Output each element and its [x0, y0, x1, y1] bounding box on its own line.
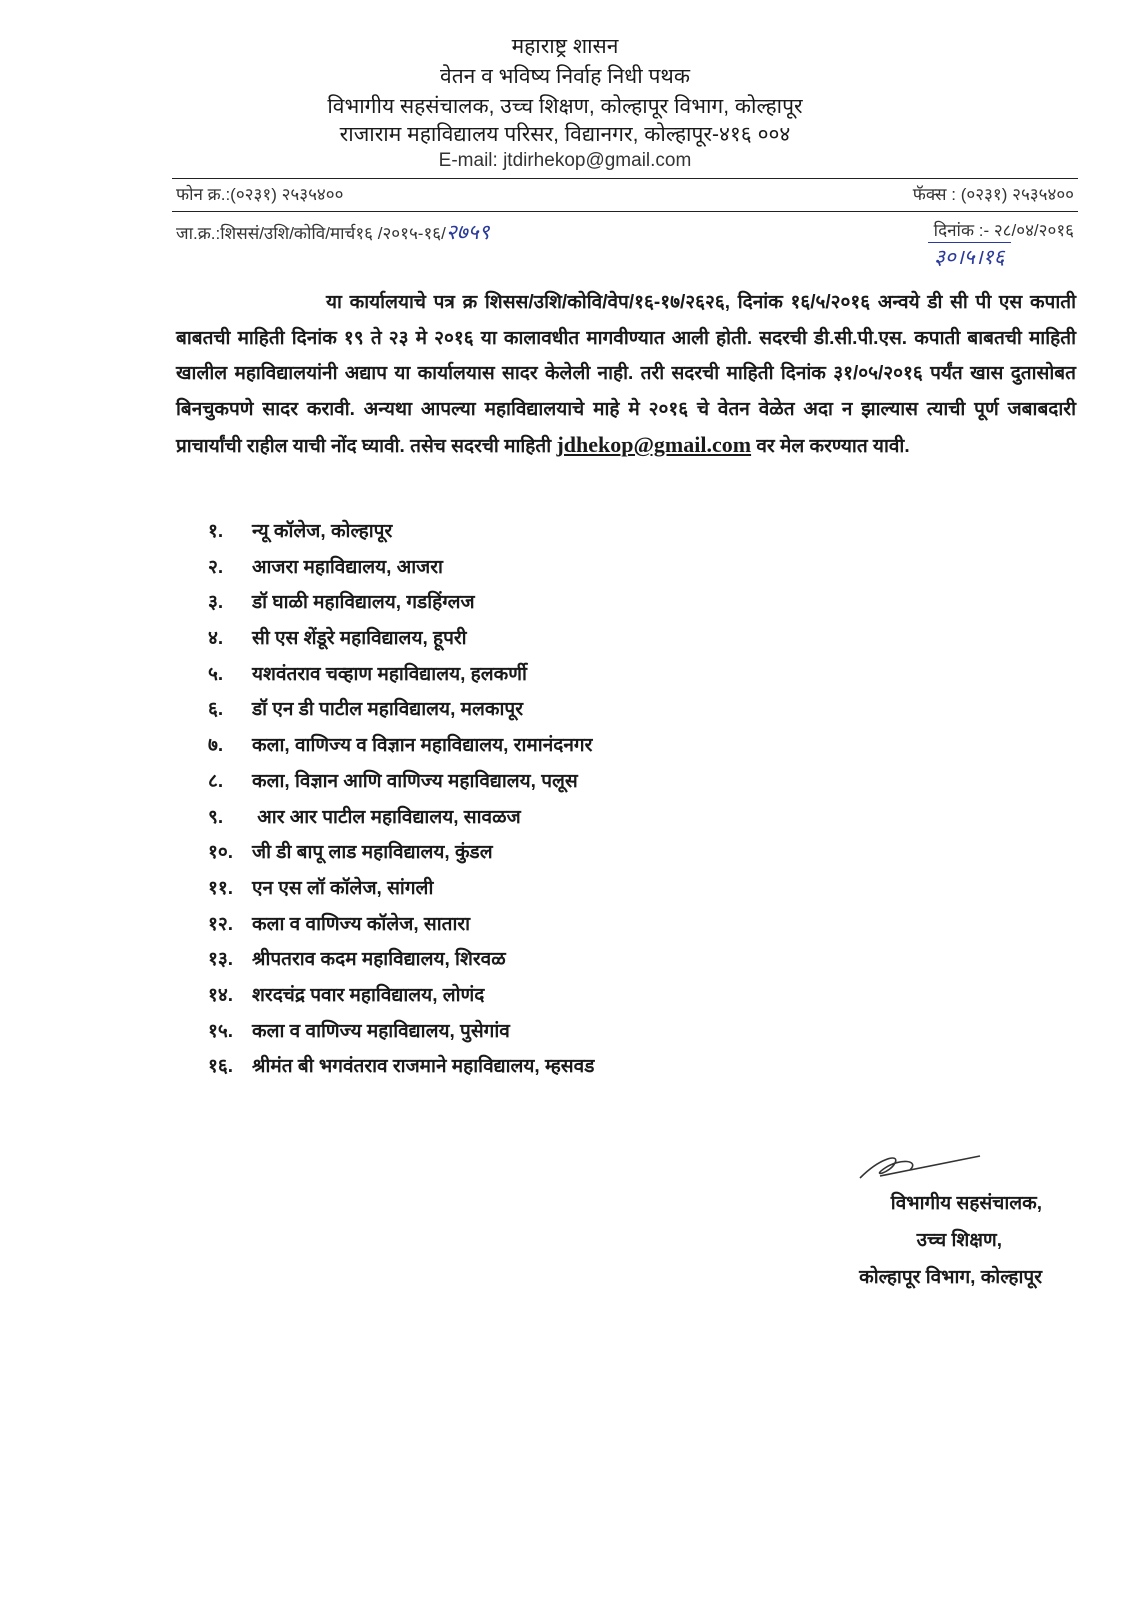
college-list-item	[208, 1014, 594, 1050]
college-number: १५.	[208, 1020, 234, 1042]
contact-email-link[interactable]: jdhekop@gmail.com	[556, 432, 752, 457]
divider	[172, 178, 1078, 179]
college-number: ४.	[208, 628, 224, 650]
college-name: जी डी बापू लाड महाविद्यालय, कुंडल	[252, 842, 493, 864]
college-number: ३.	[208, 592, 224, 614]
handwritten-date: ३०।५।१६	[928, 242, 1011, 271]
college-list-item	[208, 978, 594, 1014]
fax-number: फॅक्स : (०२३१) २५३५४००	[912, 185, 1074, 204]
college-list-item	[208, 800, 594, 836]
college-number: ११.	[208, 877, 234, 899]
body-text-end: वर मेल करण्यात यावी.	[751, 436, 910, 457]
college-list-item	[208, 764, 594, 800]
college-number: १.	[208, 521, 224, 542]
college-number: २.	[208, 556, 224, 578]
college-name: कला व वाणिज्य कॉलेज, सातारा	[252, 913, 471, 935]
divider	[172, 211, 1078, 212]
contact-row	[176, 182, 1074, 205]
college-name: कला व वाणिज्य महाविद्यालय, पुसेगांव	[252, 1020, 510, 1042]
college-number: ९.	[208, 806, 224, 828]
letterhead-line-3: विभागीय सहसंचालक, उच्च शिक्षण, कोल्हापूर विभाग, कोल्हापूर	[327, 95, 803, 118]
college-number: १२.	[208, 913, 234, 935]
college-name: आजरा महाविद्यालय, आजरा	[252, 556, 443, 578]
signatory-office: कोल्हापूर विभाग, कोल्हापूर	[859, 1267, 1042, 1288]
letterhead-line-4: राजाराम महाविद्यालय परिसर, विद्यानगर, कोल्हापूर-४१६ ००४	[339, 123, 791, 146]
letterhead-line-2: वेतन व भविष्य निर्वाह निधी पथक	[440, 65, 690, 88]
handwritten-outward-number: २७५९	[445, 220, 490, 244]
college-list-item	[208, 942, 594, 978]
college-list-item	[208, 585, 594, 621]
college-list	[208, 514, 594, 1085]
college-name: यशवंतराव चव्हाण महाविद्यालय, हलकर्णी	[252, 663, 527, 685]
college-list-item	[208, 692, 594, 728]
college-number: ७.	[208, 735, 224, 757]
college-name: शरदचंद्र पवार महाविद्यालय, लोणंद	[252, 984, 485, 1006]
college-name: एन एस लॉ कॉलेज, सांगली	[252, 877, 434, 899]
college-list-item	[208, 657, 594, 693]
college-number: १६.	[208, 1056, 234, 1078]
college-list-item	[208, 514, 594, 550]
college-list-item	[208, 835, 594, 871]
letter-date: दिनांक :- २८/०४/२०१६	[933, 221, 1074, 240]
signatory-department: उच्च शिक्षण,	[916, 1230, 1002, 1251]
signatory-title: विभागीय सहसंचालक,	[890, 1193, 1042, 1214]
college-list-item	[208, 550, 594, 586]
college-number: ५.	[208, 663, 224, 685]
college-name: डॉ एन डी पाटील महाविद्यालय, मलकापूर	[252, 699, 523, 721]
college-name: कला, विज्ञान आणि वाणिज्य महाविद्यालय, पलूस	[252, 770, 578, 792]
signature-block	[859, 1185, 1042, 1296]
letterhead-email: E-mail: jtdirhekop@gmail.com	[438, 150, 692, 171]
college-number: ८.	[208, 770, 224, 792]
college-number: ६.	[208, 699, 224, 721]
body-paragraph	[176, 285, 1076, 465]
college-number: १४.	[208, 984, 234, 1006]
college-name: सी एस शेंडूरे महाविद्यालय, हूपरी	[252, 628, 467, 650]
college-list-item	[208, 871, 594, 907]
college-number: १३.	[208, 949, 234, 971]
college-name: न्यू कॉलेज, कोल्हापूर	[252, 521, 393, 542]
college-name: श्रीमंत बी भगवंतराव राजमाने महाविद्यालय, म्हसवड	[252, 1056, 595, 1078]
college-number: १०.	[208, 842, 234, 864]
college-name: डॉ घाळी महाविद्यालय, गडहिंग्लज	[252, 592, 475, 614]
college-list-item	[208, 1049, 594, 1085]
college-list-item	[208, 621, 594, 657]
letterhead-line-1: महाराष्ट्र शासन	[511, 35, 619, 58]
college-name: आर आर पाटील महाविद्यालय, सावळज	[252, 806, 521, 828]
body-text: या कार्यालयाचे पत्र क्र शिसस/उशि/कोवि/वेप/१६-१७/२६२६, दिनांक १६/५/२०१६ अन्वये डी सी पी एस कपाती बाबतची माहिती दिनांक १९ ते २३ मे २०१६ या कालावधीत मागवीण्यात आली होती. सदरची डी.सी.पी.एस. कपाती बाबतची माहिती खालील महाविद्यालयांनी अद्याप या कार्यालयास सादर केलेली नाही. तरी सदरची माहिती दिनांक ३१/०५/२०१६ पर्यंत खास दुतासोबत बिनचुकपणे सादर करावी. अन्यथा आपल्या महाविद्यालयाचे माहे मे २०१६ चे वेतन वेळेत अदा न झाल्यास त्याची पूर्ण जबाबदारी प्राचार्यांची राहील याची नोंद घ्यावी. तसेच सदरची माहिती	[176, 292, 1076, 457]
college-name: श्रीपतराव कदम महाविद्यालय, शिरवळ	[252, 949, 506, 971]
college-list-item	[208, 907, 594, 943]
phone-number: फोन क्र.:(०२३१) २५३५४००	[176, 185, 344, 204]
reference-number: जा.क्र.:शिससं/उशि/कोवि/मार्च१६ /२०१५-१६/	[176, 224, 446, 243]
signature-scribble	[840, 1148, 990, 1188]
college-list-item	[208, 728, 594, 764]
college-name: कला, वाणिज्य व विज्ञान महाविद्यालय, रामानंदनगर	[252, 735, 593, 757]
